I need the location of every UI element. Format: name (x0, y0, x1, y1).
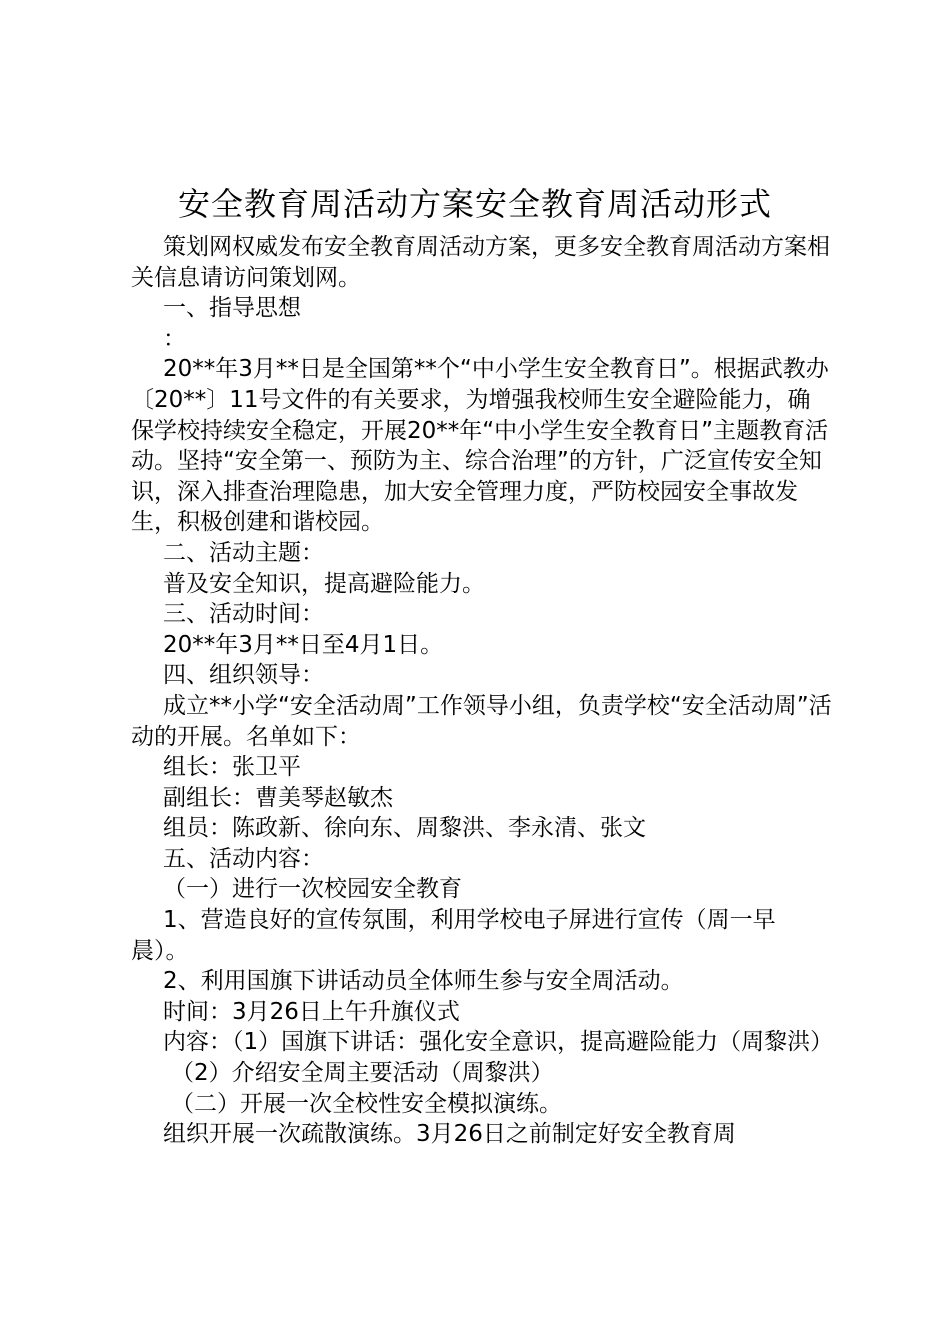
document-title: 安全教育周活动方案安全教育周活动形式 (177, 185, 772, 223)
paragraph-leader: 组长：张卫平 (163, 754, 301, 781)
paragraph-schedule-time: 时间：3月26日上午升旗仪式 (163, 998, 460, 1025)
section-heading-leadership: 四、组织领导： (163, 662, 324, 689)
paragraph-background: 20**年3月**日是全国第**个“中小学生安全教育日”。根据武教办〔20**〕11号文件的有关要求，为增强我校师生安全避险能力，确保学校持续安全稳定，开展20**年“中小学生安全教育日”主题教育活动。坚持“安全第一、预防为主、综合治理”的方针，广泛宣传安全知识，深入排查治理隐患，加大安全管理力度，严防校园安全事故发生，积极创建和谐校园。 (131, 356, 829, 536)
document-body (131, 232, 833, 1150)
subheading-campus-education: （一）进行一次校园安全教育 (163, 876, 462, 903)
paragraph-intro: 策划网权威发布安全教育周活动方案，更多安全教育周活动方案相关信息请访问策划网。 (131, 234, 830, 291)
section-heading-time: 三、活动时间： (163, 601, 324, 628)
paragraph-deputy-leader: 副组长：曹美琴赵敏杰 (163, 784, 393, 811)
paragraph-item-2: 2、利用国旗下讲话动员全体师生参与安全周活动。 (163, 968, 684, 995)
paragraph-schedule-content: 内容：（1）国旗下讲话：强化安全意识，提高避险能力（周黎洪） (163, 1029, 834, 1056)
section-heading-theme: 二、活动主题： (163, 539, 324, 566)
paragraph-colon: ： (163, 325, 186, 352)
paragraph-schedule-content-2: （2）介绍安全周主要活动（周黎洪） (171, 1060, 554, 1087)
paragraph-drill: 组织开展一次疏散演练。3月26日之前制定好安全教育周 (163, 1121, 736, 1148)
paragraph-members: 组员：陈政新、徐向东、周黎洪、李永清、张文 (163, 815, 646, 842)
section-heading-guiding-idea: 一、指导思想 (163, 295, 301, 322)
paragraph-theme: 普及安全知识，提高避险能力。 (163, 570, 485, 597)
paragraph-item-1: 1、营造良好的宣传氛围，利用学校电子屏进行宣传（周一早晨）。 (131, 907, 776, 964)
paragraph-time: 20**年3月**日至4月1日。 (163, 631, 444, 658)
section-heading-content: 五、活动内容： (163, 845, 324, 872)
paragraph-leadership: 成立**小学“安全活动周”工作领导小组，负责学校“安全活动周”活动的开展。名单如下： (131, 692, 832, 750)
subheading-drill: （二）开展一次全校性安全模拟演练。 (171, 1090, 562, 1117)
